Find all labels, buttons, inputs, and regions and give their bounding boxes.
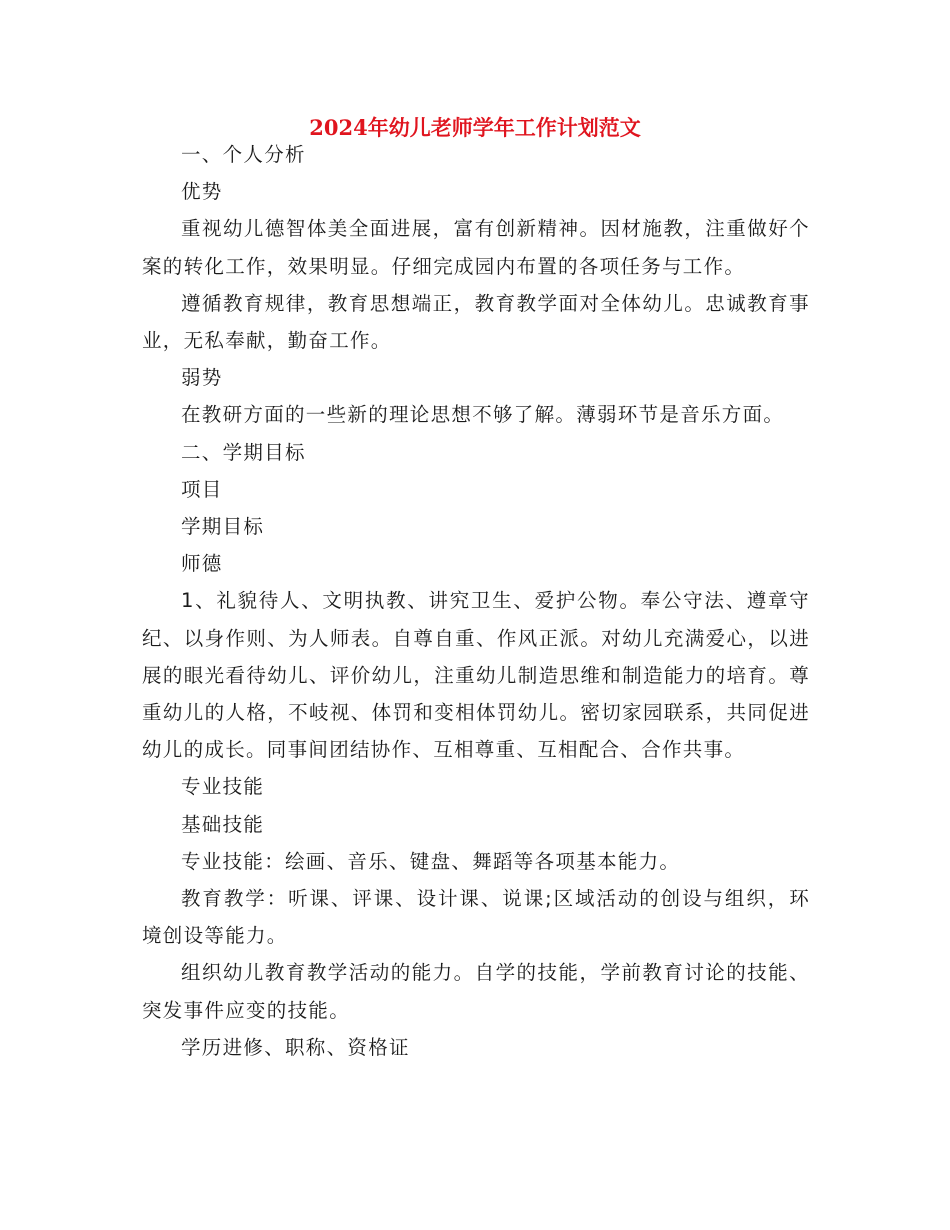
subheading: 学期目标 [181,515,265,539]
paragraph: 遵循教育规律，教育思想端正，教育教学面对全体幼儿。忠诚教育事业，无私奉献，勤奋工作。 [142,291,810,353]
paragraph: 在教研方面的一些新的理论思想不够了解。薄弱环节是音乐方面。 [181,403,785,427]
section-heading: 一、个人分析 [181,143,306,166]
paragraph: 组织幼儿教育教学活动的能力。自学的技能，学前教育讨论的技能、突发事件应变的技能。 [142,961,810,1022]
paragraph: 专业技能：绘画、音乐、键盘、舞蹈等各项基本能力。 [181,849,681,873]
document-body [142,136,810,1066]
subheading: 优势 [181,180,223,204]
subheading: 弱势 [181,366,223,390]
subheading: 项目 [181,477,223,501]
paragraph: 重视幼儿德智体美全面进展，富有创新精神。因材施教，注重做好个案的转化工作，效果明显。仔细完成园内布置的各项任务与工作。 [142,217,810,278]
subheading: 学历进修、职称、资格证 [181,1035,410,1059]
subheading: 基础技能 [181,812,265,836]
paragraph: 1、礼貌待人、文明执教、讲究卫生、爱护公物。奉公守法、遵章守纪、以身作则、为人师表。自尊自重、作风正派。对幼儿充满爱心，以进展的眼光看待幼儿、评价幼儿，注重幼儿制造思维和制造能力的培育。尊重幼儿的人格，不岐视、体罚和变相体罚幼儿。密切家园联系，共同促进幼儿的成长。同事间团结协作、互相尊重、互相配合、合作共事。 [142,589,810,762]
paragraph: 教育教学：听课、评课、设计课、说课;区域活动的创设与组织，环境创设等能力。 [142,887,810,948]
subheading: 师德 [181,552,223,576]
section-heading: 二、学期目标 [181,440,306,464]
document-title: 2024年幼儿老师学年工作计划范文 [309,115,641,140]
subheading: 专业技能 [181,775,265,799]
